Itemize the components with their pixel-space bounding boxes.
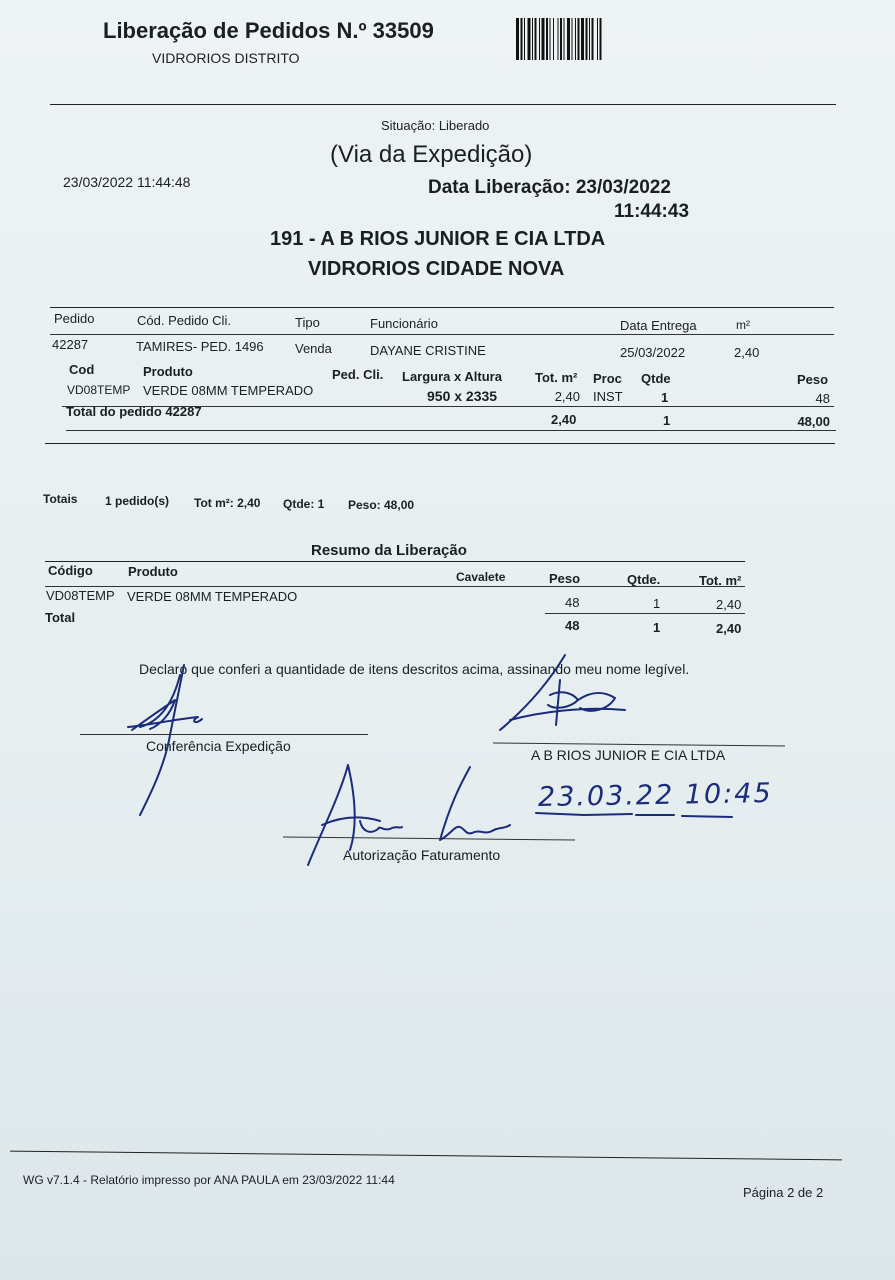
barcode-bar xyxy=(578,18,580,60)
hora-liberacao: 11:44:43 xyxy=(614,201,690,222)
barcode-bar xyxy=(524,18,525,60)
totals-tot-m2: Tot m²: 2,40 xyxy=(194,496,261,510)
order-data-entrega: 25/03/2022 xyxy=(620,345,686,360)
footer-page-number: Página 2 de 2 xyxy=(743,1185,824,1200)
conferencia-label: Conferência Expedição xyxy=(146,738,291,754)
resumo-total-tot-m2: 2,40 xyxy=(716,621,742,636)
barcode-bar xyxy=(532,18,533,60)
item-qtde: 1 xyxy=(661,390,669,405)
resumo-col-cavalete: Cavalete xyxy=(456,570,506,584)
barcode-bar xyxy=(597,18,598,60)
resumo-header-rule xyxy=(45,586,745,587)
company-name: VIDRORIOS DISTRITO xyxy=(152,50,300,66)
autorizacao-label: Autorização Faturamento xyxy=(343,847,501,863)
barcode-bar xyxy=(600,18,602,60)
barcode-bar xyxy=(516,18,519,60)
document-title: Liberação de Pedidos N.º 33509 xyxy=(103,18,434,43)
barcode-bar xyxy=(521,18,523,60)
cliente-label: A B RIOS JUNIOR E CIA LTDA xyxy=(531,747,726,763)
resumo-total-rule xyxy=(545,613,745,614)
order-table-top-rule xyxy=(50,307,834,308)
via-label: (Via da Expedição) xyxy=(330,141,533,168)
store-line: VIDRORIOS CIDADE NOVA xyxy=(308,258,565,280)
item-largura-altura: 950 x 2335 xyxy=(427,388,498,404)
item-col-peso: Peso xyxy=(797,372,829,387)
resumo-qtde: 1 xyxy=(653,596,661,611)
barcode-bar xyxy=(589,18,590,60)
barcode-bar xyxy=(535,18,537,60)
situacao: Situação: Liberado xyxy=(381,118,490,133)
resumo-total-peso: 48 xyxy=(565,618,580,633)
item-produto: VERDE 08MM TEMPERADO xyxy=(143,383,314,398)
barcode-bar xyxy=(560,18,562,60)
item-col-largura-altura: Largura x Altura xyxy=(402,369,502,384)
resumo-produto: VERDE 08MM TEMPERADO xyxy=(127,589,298,604)
resumo-col-codigo: Código xyxy=(48,563,93,578)
totals-peso: Peso: 48,00 xyxy=(348,498,415,512)
conferencia-signature xyxy=(120,655,230,820)
barcode-bar xyxy=(528,18,531,60)
barcode-bar xyxy=(564,18,565,60)
resumo-top-rule xyxy=(45,561,745,562)
resumo-col-qtde: Qtde. xyxy=(627,572,661,587)
resumo-total-qtde: 1 xyxy=(653,620,661,635)
order-total-qtde: 1 xyxy=(663,413,671,428)
cliente-signature xyxy=(490,650,640,745)
resumo-title: Resumo da Liberação xyxy=(311,542,467,559)
totals-pedidos: 1 pedido(s) xyxy=(105,494,170,508)
item-proc: INST xyxy=(593,389,623,404)
order-m2: 2,40 xyxy=(734,345,760,360)
resumo-total-label: Total xyxy=(45,610,76,625)
barcode xyxy=(514,18,654,62)
order-tipo: Venda xyxy=(295,341,332,356)
data-liberacao: Data Liberação: 23/03/2022 xyxy=(428,177,671,198)
autorizacao-signature-drawing xyxy=(300,755,525,875)
resumo-col-produto: Produto xyxy=(128,564,178,579)
order-total-label: Total do pedido 42287 xyxy=(66,404,202,419)
resumo-codigo: VD08TEMP xyxy=(46,588,115,603)
order-header-rule xyxy=(50,334,834,335)
item-col-produto: Produto xyxy=(143,364,193,379)
handwritten-date: 23.03.22 10:45 xyxy=(537,777,773,814)
col-data-entrega: Data Entrega xyxy=(620,318,697,333)
col-cod-pedido-cli: Cód. Pedido Cli. xyxy=(137,313,231,328)
header-divider xyxy=(50,104,836,105)
order-total-rule xyxy=(66,430,836,431)
item-col-tot-m2: Tot. m² xyxy=(535,370,578,385)
footer-report-info: WG v7.1.4 - Relatório impresso por ANA PAULA em 23/03/2022 11:44 xyxy=(23,1173,395,1187)
printed-datetime: 23/03/2022 11:44:48 xyxy=(63,174,191,190)
col-tipo: Tipo xyxy=(295,315,320,330)
col-pedido: Pedido xyxy=(54,311,95,326)
totals-label: Totais xyxy=(43,492,78,506)
item-tot-m2: 2,40 xyxy=(554,389,580,404)
col-m2: m² xyxy=(736,318,750,332)
barcode-bar xyxy=(586,18,588,60)
client-line: 191 - A B RIOS JUNIOR E CIA LTDA xyxy=(270,228,606,250)
col-funcionario: Funcionário xyxy=(370,316,438,331)
item-peso: 48 xyxy=(815,391,830,406)
resumo-tot-m2: 2,40 xyxy=(716,597,742,612)
order-pedido: 42287 xyxy=(52,337,89,352)
footer-rule xyxy=(10,1151,842,1161)
item-col-ped-cli: Ped. Cli. xyxy=(332,367,384,382)
resumo-col-peso: Peso xyxy=(549,571,581,586)
order-table-bottom-rule xyxy=(45,443,835,444)
barcode-bar xyxy=(542,18,545,60)
resumo-peso: 48 xyxy=(565,595,580,610)
barcode-bar xyxy=(550,18,551,60)
order-total-peso: 48,00 xyxy=(797,414,830,429)
totals-qtde: Qtde: 1 xyxy=(283,497,325,511)
item-col-proc: Proc xyxy=(593,371,622,386)
barcode-bar xyxy=(592,18,594,60)
item-col-cod: Cod xyxy=(69,362,95,377)
barcode-bar xyxy=(539,18,540,60)
item-cod: VD08TEMP xyxy=(67,383,131,397)
order-total-m2: 2,40 xyxy=(551,412,577,427)
barcode-bar xyxy=(581,18,584,60)
resumo-col-tot-m2: Tot. m² xyxy=(699,573,742,588)
item-col-qtde: Qtde xyxy=(641,371,671,386)
barcode-bar xyxy=(546,18,548,60)
barcode-bar xyxy=(567,18,570,60)
declaration-text: Declaro que conferi a quantidade de itens descritos acima, assinando meu nome legível. xyxy=(139,661,690,677)
barcode-bar xyxy=(572,18,573,60)
order-funcionario: DAYANE CRISTINE xyxy=(370,343,486,358)
barcode-bar xyxy=(553,18,554,60)
barcode-bar xyxy=(575,18,576,60)
barcode-bar xyxy=(558,18,559,60)
order-cod-pedido-cli: TAMIRES- PED. 1496 xyxy=(136,339,264,354)
